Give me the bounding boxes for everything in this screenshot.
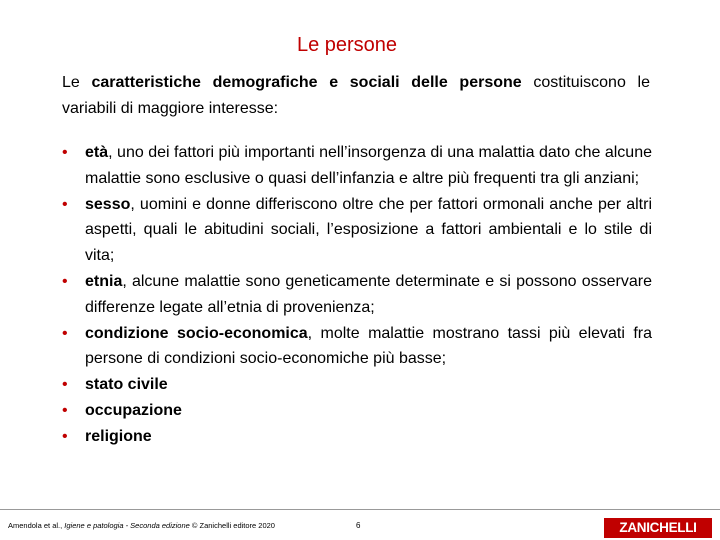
slide-title: Le persone [296,34,398,56]
bullet-icon: • [62,427,68,445]
bullet-icon: • [62,324,68,342]
bullet-term: stato civile [85,376,168,394]
footer-publisher: © Zanichelli editore 2020 [189,521,275,530]
bullet-term: età [85,144,109,161]
intro-bold: caratteristiche demografiche e sociali delle persone [91,74,522,91]
bullet-icon: • [62,272,68,290]
list-item [62,269,652,321]
page-number: 6 [356,521,361,530]
bullet-term: religione [85,427,152,445]
bullet-term: condizione socio-economica [85,324,308,342]
bullet-term: etnia [85,272,123,290]
list-item [62,321,652,373]
intro-before: Le [62,74,92,91]
publisher-logo: ZANICHELLI [604,518,712,538]
list-item [62,372,652,398]
list-item [62,424,652,450]
bullet-term: sesso [85,195,131,213]
bullet-text: , molte malattie mostrano tassi più elevati fra persone di condizioni socio-economiche più basse; [85,324,653,368]
bullet-text: , uno dei fattori più importanti nell’insorgenza di una malattia dato che alcune malattie sono esclusive o quasi dell’infanzia e altre più frequenti tra gli anziani; [85,144,652,187]
list-item [62,192,652,269]
footer-book-title: Igiene e patologia - Seconda edizione [64,521,190,530]
footer-divider [0,509,720,510]
intro-paragraph [62,70,650,122]
bullet-icon: • [62,376,68,394]
bullet-term: occupazione [85,401,182,419]
bullet-icon: • [62,195,68,213]
bullet-text: , uomini e donne differiscono oltre che per fattori ormonali anche per altri aspetti, quali le abitudini sociali, l’esposizione a fattori ambientali e lo stile di vita; [85,195,652,265]
bullet-icon: • [62,144,68,161]
list-item [62,140,652,192]
footer-authors: Amendola et al., [8,521,65,530]
bullet-text: , alcune malattie sono geneticamente determinate e si possono osservare differenze legate all’etnia di provenienza; [85,272,652,316]
footer-credit [8,521,275,530]
bullet-list [62,140,652,450]
intro-after: costituiscono le variabili di maggiore interesse: [62,74,650,117]
bullet-icon: • [62,401,68,419]
list-item [62,398,652,424]
